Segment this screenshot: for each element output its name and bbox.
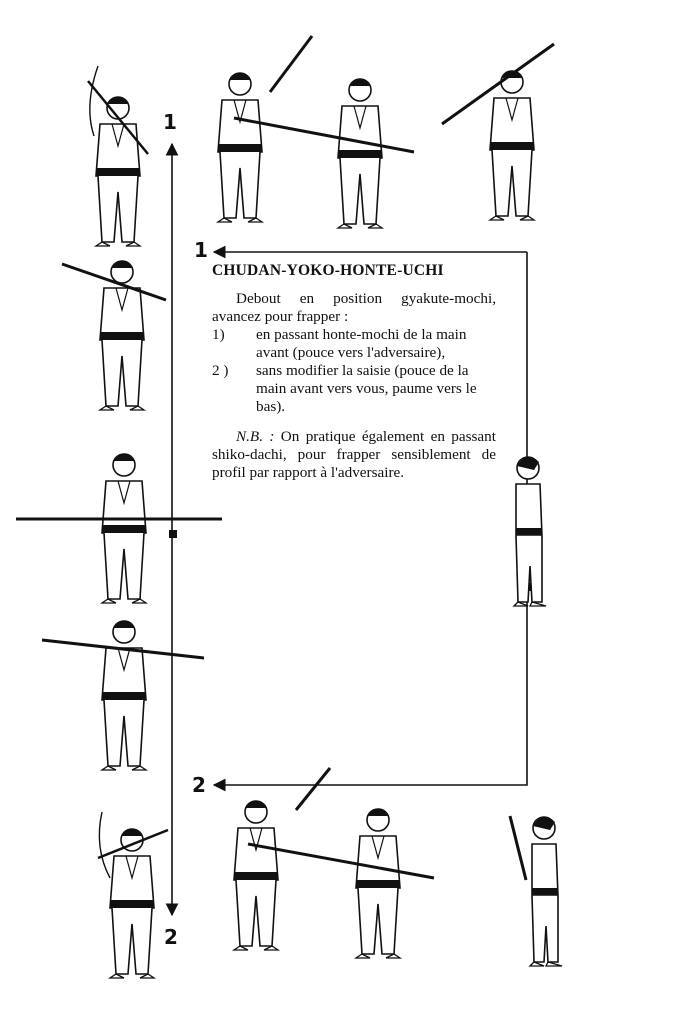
- bottom-right-figure-icon: [510, 816, 562, 966]
- left-figure-4-icon: [42, 621, 204, 770]
- top-right-figure-icon: [442, 44, 554, 220]
- note-label: N.B. :: [236, 428, 275, 445]
- marker-square-left: [169, 530, 177, 538]
- left-figure-3-icon: [16, 454, 222, 603]
- left-figure-5-icon: [98, 812, 168, 978]
- step-1-number: 1): [212, 326, 225, 343]
- marker-1-text: 1: [194, 238, 208, 262]
- marker-2-bottom: 2: [164, 925, 178, 949]
- left-figure-2-icon: [62, 261, 166, 410]
- marker-1-right: 1: [163, 110, 177, 134]
- left-figure-1-icon: [88, 66, 148, 246]
- note-text: On pratique également en passant shiko-dachi, pour frapper sensiblement de profil par rapport à l'adversaire.: [212, 428, 496, 481]
- marker-2-text: 2: [192, 773, 206, 797]
- step-2-number: 2 ): [212, 362, 229, 379]
- flow-arrows: [172, 144, 527, 915]
- step-1: [212, 326, 496, 362]
- intro-text: Debout en position gyakute-mochi, avancez pour frapper :: [212, 290, 496, 325]
- note-paragraph: [212, 428, 496, 482]
- technique-description: [212, 262, 496, 482]
- step-2: [212, 362, 496, 416]
- top-pair-icon: [218, 36, 414, 228]
- technique-title: CHUDAN-YOKO-HONTE-UCHI: [212, 262, 444, 279]
- bottom-pair-icon: [234, 768, 434, 958]
- step-1-text: en passant honte-mochi de la main avant (pouce vers l'adversaire),: [256, 326, 467, 361]
- step-2-text: sans modifier la saisie (pouce de la main avant vers vous, paume vers le bas).: [256, 362, 477, 415]
